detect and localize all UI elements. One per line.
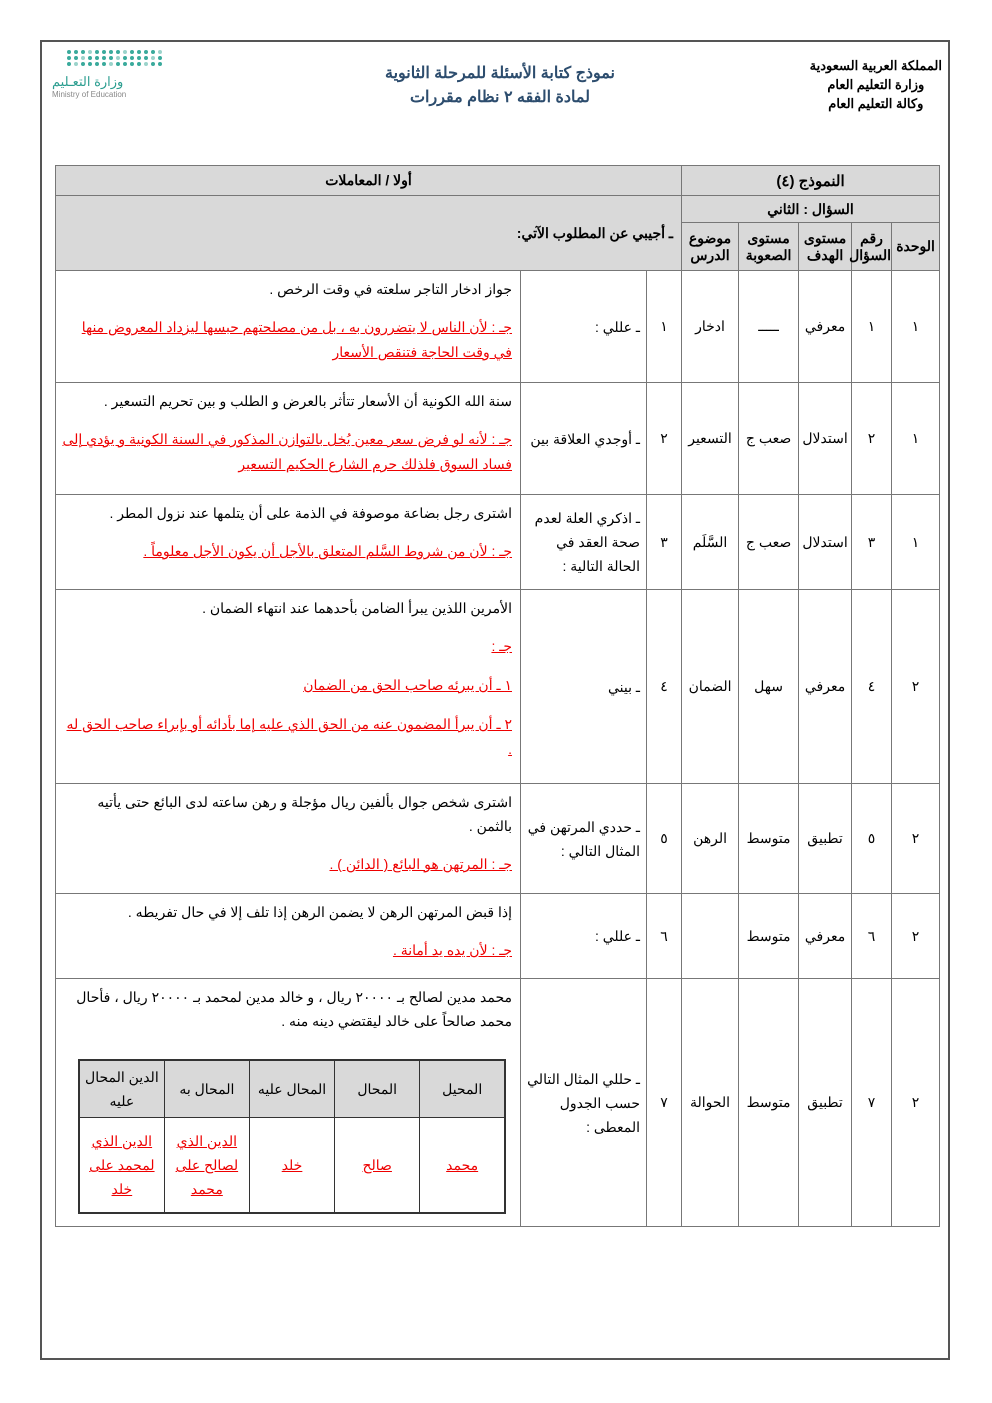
question-label: السؤال : الثاني xyxy=(682,196,940,223)
subtable-header: المحال عليه xyxy=(249,1060,334,1118)
item-index-cell: ٣ xyxy=(647,495,682,590)
subtable-header: المحال به xyxy=(164,1060,249,1118)
page-title: نموذج كتابة الأسئلة للمرحلة الثانوية xyxy=(384,65,616,82)
question-number-cell: ٣ xyxy=(852,495,892,590)
questions-table xyxy=(55,165,940,1227)
question-row xyxy=(56,590,940,784)
subtable-answer: صالح xyxy=(335,1118,420,1214)
unit-cell: ١ xyxy=(892,271,940,383)
question-row xyxy=(56,979,940,1227)
difficulty-cell: سهل xyxy=(739,590,799,784)
subtable-header: المحال xyxy=(335,1060,420,1118)
question-number-cell: ٢ xyxy=(852,383,892,495)
item-index-cell: ٧ xyxy=(647,979,682,1227)
model-label: النموذج (٤) xyxy=(682,166,940,196)
topic-cell: الرهن xyxy=(682,784,739,894)
instruction-cell: ـ أوجدي العلاقة بين xyxy=(521,383,647,495)
question-cell xyxy=(56,979,521,1227)
question-number-cell: ٧ xyxy=(852,979,892,1227)
question-row xyxy=(56,784,940,894)
col-topic: موضوع الدرس xyxy=(682,223,739,271)
goal-level-cell: معرفي xyxy=(799,894,852,979)
topic-cell: الحوالة xyxy=(682,979,739,1227)
question-row xyxy=(56,271,940,383)
subtable-answer: الدين الذي لصالح على محمد xyxy=(164,1118,249,1214)
instruction-cell: ـ عللي : xyxy=(521,894,647,979)
logo-dots-icon xyxy=(90,50,162,66)
item-index-cell: ١ xyxy=(647,271,682,383)
item-index-cell: ٦ xyxy=(647,894,682,979)
unit-cell: ٢ xyxy=(892,979,940,1227)
question-cell xyxy=(56,271,521,383)
country-name: المملكة العربية السعودية xyxy=(809,58,942,73)
goal-level-cell: استدلال xyxy=(799,383,852,495)
item-index-cell: ٢ xyxy=(647,383,682,495)
header-institution xyxy=(810,56,942,113)
question-text: جواز ادخار التاجر سلعته في وقت الرخص . xyxy=(269,281,512,297)
transfer-analysis-table xyxy=(78,1059,506,1214)
section-title: أولا / المعاملات xyxy=(56,166,682,196)
question-text: محمد مدين لصالح بـ ٢٠٠٠٠ ريال ، و خالد مدين لمحمد بـ ٢٠٠٠٠ ريال ، فأحال محمد صالحاً على خالد ليقتضي دينه منه . xyxy=(76,989,512,1029)
goal-level-cell: تطبيق xyxy=(799,784,852,894)
topic-cell xyxy=(682,894,739,979)
col-goal-level: مستوى الهدف xyxy=(799,223,852,271)
question-cell xyxy=(56,894,521,979)
question-cell xyxy=(56,590,521,784)
col-difficulty: مستوى الصعوبة xyxy=(739,223,799,271)
difficulty-cell: صعب ج xyxy=(739,495,799,590)
question-number-cell: ٥ xyxy=(852,784,892,894)
answer-text: جـ : xyxy=(491,638,512,654)
subtable-answer: الدين الذي لمحمد على خلد xyxy=(79,1118,164,1214)
col-question-number: رقم السؤال xyxy=(852,223,892,271)
question-cell xyxy=(56,383,521,495)
question-cell xyxy=(56,495,521,590)
answer-text: جـ : المرتهن هو البائع ( الدائن ) . xyxy=(329,856,512,872)
question-row xyxy=(56,894,940,979)
subtable-answer: خلد xyxy=(249,1118,334,1214)
goal-level-cell: تطبيق xyxy=(799,979,852,1227)
unit-cell: ٢ xyxy=(892,894,940,979)
answer-text: جـ : لأن من شروط السَّلم المتعلق بالأجل أن يكون الأجل معلوماً . xyxy=(143,543,512,559)
logo-arabic-text: وزارة التعـليم xyxy=(52,74,124,89)
agency-name: وكالة التعليم العام xyxy=(828,96,924,111)
topic-cell: ادخار xyxy=(682,271,739,383)
item-index-cell: ٥ xyxy=(647,784,682,894)
question-text: إذا قبض المرتهن الرهن لا يضمن الرهن إذا تلف إلا في حال تفريطه . xyxy=(127,904,512,920)
goal-level-cell: معرفي xyxy=(799,271,852,383)
answer-text: جـ : لأنه لو فرض سعر معين يُخل بالتوازن المذكور في السنة الكونية و يؤدي إلى فساد السوق فلذلك حرم الشارع الحكيم التسعير xyxy=(62,431,512,472)
unit-cell: ٢ xyxy=(892,784,940,894)
question-text: الأمرين اللذين يبرأ الضامن بأحدهما عند انتهاء الضمان . xyxy=(202,600,512,616)
question-number-cell: ٦ xyxy=(852,894,892,979)
unit-cell: ١ xyxy=(892,383,940,495)
subtable-header: المحيل xyxy=(420,1060,505,1118)
instruction-cell: ـ حللي المثال التالي حسب الجدول المعطى : xyxy=(521,979,647,1227)
ministry-logo xyxy=(52,50,162,99)
question-text: اشترى شخص جوال بألفين ريال مؤجلة و رهن ساعته لدى البائع حتى يأتيه بالثمن . xyxy=(97,794,512,834)
question-cell xyxy=(56,784,521,894)
question-number-cell: ١ xyxy=(852,271,892,383)
topic-cell: السَّلَم xyxy=(682,495,739,590)
unit-cell: ١ xyxy=(892,495,940,590)
ministry-name: وزارة التعليم العام xyxy=(827,77,925,92)
topic-cell: التسعير xyxy=(682,383,739,495)
instruction-cell: ـ اذكري العلة لعدم صحة العقد في الحالة التالية : xyxy=(521,495,647,590)
instruction-cell: ـ عللي : xyxy=(521,271,647,383)
answer-text: جـ : لأن الناس لا يتضررون به ، بل من مصلحتهم حبسها ليزداد المعروض منها في وقت الحاجة فتنقص الأسعار xyxy=(81,319,512,360)
page-subtitle: لمادة الفقه ٢ نظام مقررات xyxy=(409,89,591,106)
goal-level-cell: معرفي xyxy=(799,590,852,784)
instruction-cell: ـ بيني xyxy=(521,590,647,784)
answer-text: ١ ـ أن يبرئه صاحب الحق من الضمان xyxy=(303,677,512,693)
question-number-cell: ٤ xyxy=(852,590,892,784)
answer-text: جـ : لأن يده يد أمانة . xyxy=(392,942,512,958)
item-index-cell: ٤ xyxy=(647,590,682,784)
subtable-header: الدين المحال عليه xyxy=(79,1060,164,1118)
question-row xyxy=(56,383,940,495)
question-text: اشترى رجل بضاعة موصوفة في الذمة على أن يتلمها عند نزول المطر . xyxy=(109,505,512,521)
logo-english-text: Ministry of Education xyxy=(52,90,127,99)
difficulty-cell: صعب ج xyxy=(739,383,799,495)
answer-text: ٢ ـ أن يبرأ المضمون عنه من الحق الذي عليه إما بأدائه أو بإبراء صاحب الحق له . xyxy=(66,716,512,757)
col-unit: الوحدة xyxy=(892,223,940,271)
difficulty-cell: متوسط xyxy=(739,784,799,894)
question-row xyxy=(56,495,940,590)
goal-level-cell: استدلال xyxy=(799,495,852,590)
prompt-text: ـ أجيبي عن المطلوب الآتي: xyxy=(56,196,682,271)
question-text: سنة الله الكونية أن الأسعار تتأثر بالعرض و الطلب و بين تحريم التسعير . xyxy=(103,393,512,409)
header-title-block xyxy=(340,62,660,110)
instruction-cell: ـ حددي المرتهن في المثال التالي : xyxy=(521,784,647,894)
subtable-answer: محمد xyxy=(420,1118,505,1214)
unit-cell: ٢ xyxy=(892,590,940,784)
difficulty-cell: متوسط xyxy=(739,979,799,1227)
difficulty-cell: ـــــ xyxy=(739,271,799,383)
difficulty-cell: متوسط xyxy=(739,894,799,979)
topic-cell: الضمان xyxy=(682,590,739,784)
